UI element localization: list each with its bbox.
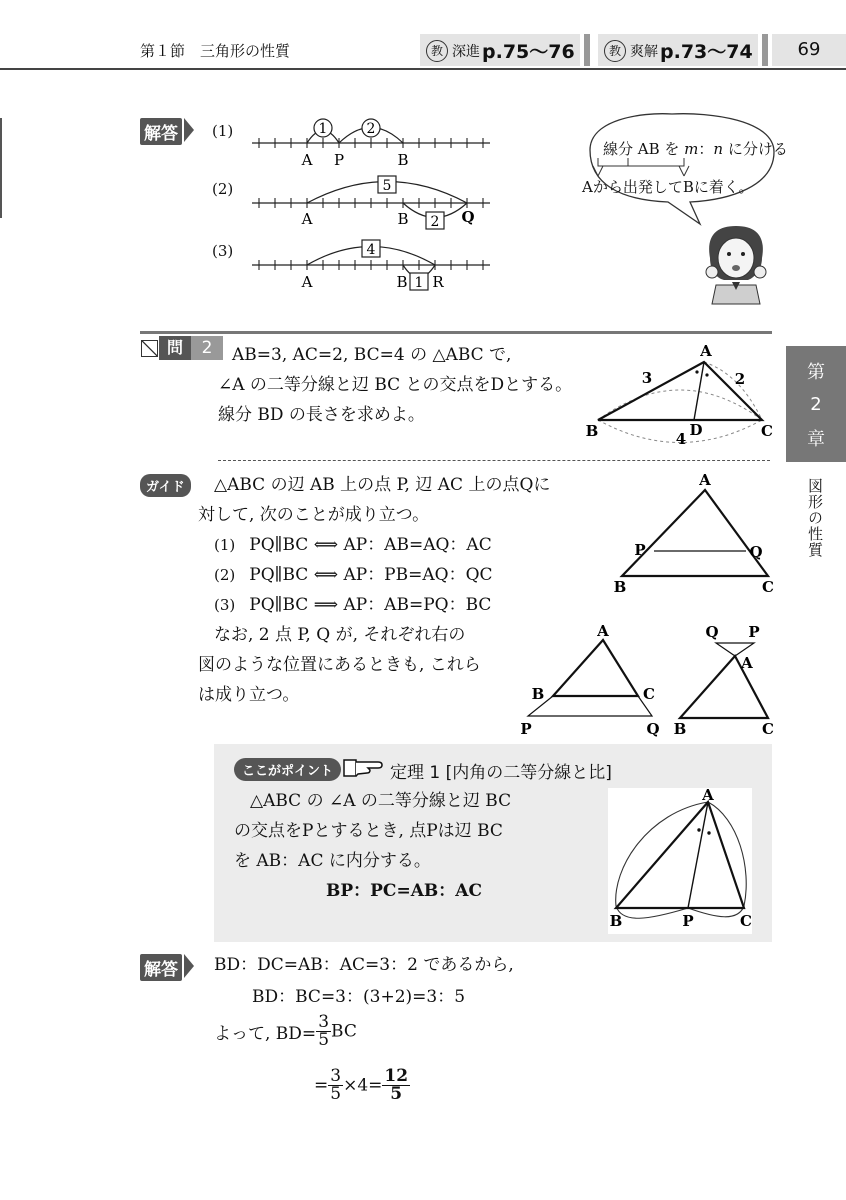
bubble-text-line2: Aから出発してBに着く。 xyxy=(582,178,754,196)
point-line2: の交点をPとするとき, 点Pは辺 BC xyxy=(234,821,503,841)
line2-label-B: B xyxy=(397,210,409,228)
g1-Q: Q xyxy=(749,543,763,561)
prob-label-C: C xyxy=(761,422,773,440)
answer2-label: 解答 xyxy=(140,954,182,981)
answer2-line1: BD：DC=AB：AC=3：2 であるから, xyxy=(214,955,514,975)
line3-mark-2: 1 xyxy=(414,275,424,291)
pt-label-A: A xyxy=(702,788,714,804)
problem-label: 問 xyxy=(159,336,191,360)
item3-index: (3) xyxy=(212,242,234,260)
point-badge: ここがポイント xyxy=(234,758,341,781)
chapter-tab-top: 第 xyxy=(807,362,825,383)
guide-item1-index: (1) xyxy=(214,536,236,554)
g1-B: B xyxy=(613,578,627,596)
item2-index: (2) xyxy=(212,180,234,198)
g1-P: P xyxy=(634,541,646,559)
line2-label-A: A xyxy=(301,210,313,228)
answer2-line4-prefix: = xyxy=(314,1075,329,1096)
answer2-line3-prefix: よって, BD= xyxy=(214,1024,317,1044)
chapter-tab-num: 2 xyxy=(810,394,822,415)
ref1-badge: 教 xyxy=(426,40,448,62)
prob-len-bc: 4 xyxy=(675,430,687,448)
point-line1: △ABC の ∠A の二等分線と辺 BC xyxy=(250,791,512,811)
line1-label-P: P xyxy=(333,151,345,169)
line1-label-B: B xyxy=(397,151,409,169)
guide-label: ガイド xyxy=(140,474,191,497)
guide-line2: 対して, 次のことが成り立つ。 xyxy=(198,505,430,525)
ref2-pages: p.73〜74 xyxy=(660,41,753,63)
g3-P: P xyxy=(748,623,760,641)
problem-number: 2 xyxy=(191,336,223,360)
answer2-line4-mid: ×4= xyxy=(343,1075,383,1096)
guide-item3-index: (3) xyxy=(214,596,236,614)
guide-item2-text: PQ∥BC ⟺ AP：PB=AQ：QC xyxy=(249,565,493,585)
ref1-pages: p.75〜76 xyxy=(482,41,575,63)
g2-B: B xyxy=(531,685,545,703)
line3-label-A: A xyxy=(301,273,313,291)
prob-len-ac: 2 xyxy=(734,370,746,388)
g1-C: C xyxy=(762,578,774,596)
section-title: 第１節 三角形の性質 xyxy=(140,42,291,60)
answer2-line4 xyxy=(314,1068,410,1103)
answer2-arrow-icon xyxy=(184,954,194,978)
g1-A: A xyxy=(699,471,711,489)
fraction-3-5-b: $\frac{3}{5}$ xyxy=(330,1066,342,1104)
problem-line1: AB=3, AC=2, BC=4 の △ABC で, xyxy=(232,345,512,365)
point-title: 定理 1 [内角の二等分線と比] xyxy=(390,763,612,783)
problem-line3: 線分 BD の長さを求めよ。 xyxy=(218,405,425,425)
chapter-tab-bottom: 章 xyxy=(807,429,825,450)
answer-label: 解答 xyxy=(140,118,182,145)
point-formula: BP：PC=AB：AC xyxy=(326,881,482,901)
answer2-line3-suffix: BC xyxy=(331,1021,357,1042)
problem-line2: ∠A の二等分線と辺 BC との交点をDとする。 xyxy=(218,375,573,395)
bubble-text-line1: 線分 AB を m：n に分ける xyxy=(603,140,788,158)
line1-label-A: A xyxy=(301,151,313,169)
g3-A: A xyxy=(741,654,753,672)
prob-label-A: A xyxy=(700,342,712,360)
item1-index: (1) xyxy=(212,122,234,140)
prob-label-D: D xyxy=(689,421,703,439)
guide-note2: 図のような位置にあるときも, これら xyxy=(198,655,481,675)
prob-len-ab: 3 xyxy=(641,369,653,387)
pt-label-C: C xyxy=(740,912,752,930)
answer2-line3 xyxy=(214,1014,357,1049)
point-line3: を AB：AC に内分する。 xyxy=(234,851,431,871)
guide-line1: △ABC の辺 AB 上の点 P, 辺 AC 上の点Qに xyxy=(214,475,551,495)
prob-label-B: B xyxy=(585,422,599,440)
chapter-title: 図形の性質 xyxy=(806,478,824,558)
g2-P: P xyxy=(520,720,532,738)
ref2-badge: 教 xyxy=(604,40,626,62)
g2-C: C xyxy=(643,685,655,703)
line3-label-R: R xyxy=(432,273,444,291)
g3-C: C xyxy=(762,720,774,738)
line1-mark-2: 2 xyxy=(366,121,376,137)
pointing-hand-icon xyxy=(342,754,384,780)
fraction-12-5: $\frac{12}{5}$ xyxy=(384,1066,409,1104)
pt-label-P: P xyxy=(682,912,694,930)
guide-item1-text: PQ∥BC ⟺ AP：AB=AQ：AC xyxy=(249,535,492,555)
guide-note3: は成り立つ。 xyxy=(198,685,300,705)
pt-label-B: B xyxy=(609,912,623,930)
ref2-label: 爽解 xyxy=(630,44,658,60)
g3-Q: Q xyxy=(705,623,719,641)
guide-note1: なお, 2 点 P, Q が, それぞれ右の xyxy=(214,625,466,645)
line3-mark-1: 4 xyxy=(366,242,376,258)
line2-label-Q: Q xyxy=(461,208,475,226)
page-number: 69 xyxy=(772,34,846,66)
line3-label-B: B xyxy=(396,273,408,291)
g3-B: B xyxy=(673,720,687,738)
guide-item3-text: PQ∥BC ⟹ AP：AB=PQ：BC xyxy=(249,595,492,615)
g2-A: A xyxy=(597,622,609,640)
line2-mark-1: 5 xyxy=(382,178,392,194)
fraction-3-5: $\frac{3}{5}$ xyxy=(318,1012,330,1050)
line1-mark-1: 1 xyxy=(318,121,328,137)
point-figure xyxy=(608,788,752,934)
guide-item2-index: (2) xyxy=(214,566,236,584)
g2-Q: Q xyxy=(646,720,660,738)
answer2-line2: BD：BC=3：(3+2)=3：5 xyxy=(252,987,466,1007)
ref1-label: 深進 xyxy=(452,44,480,60)
line2-mark-2: 2 xyxy=(430,214,440,230)
